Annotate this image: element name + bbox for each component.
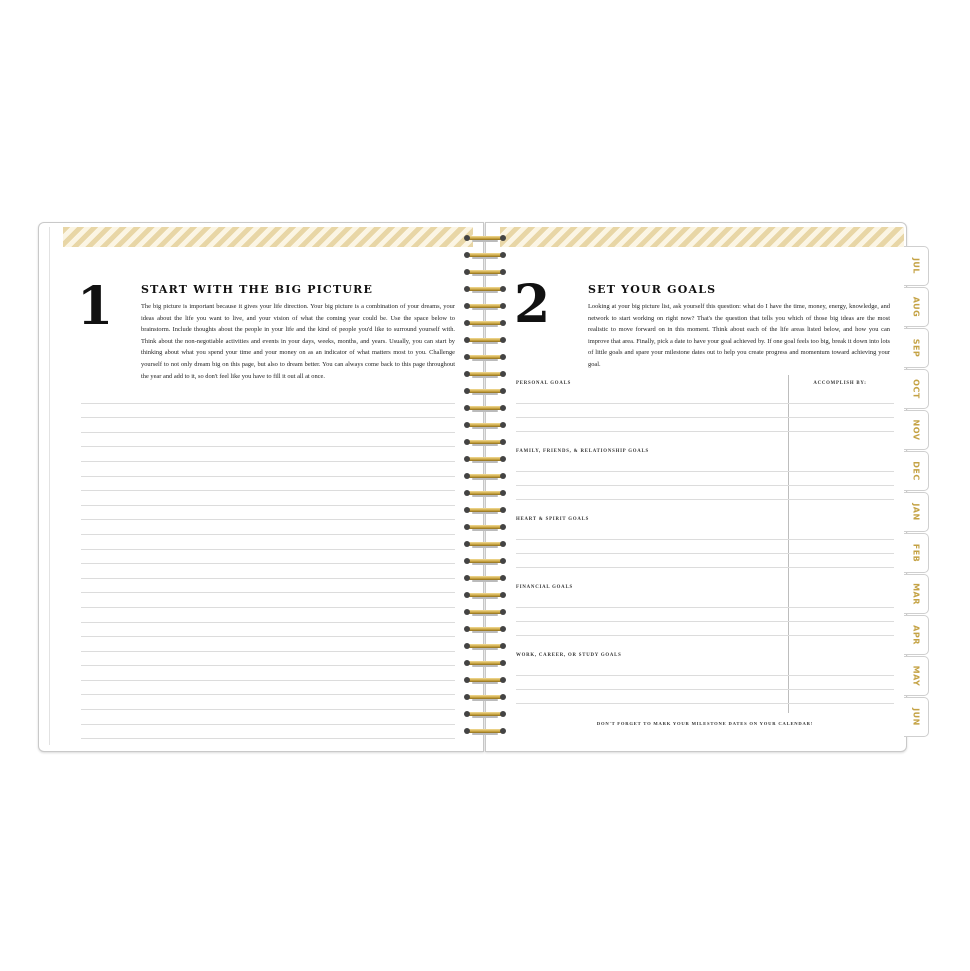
goal-line[interactable]	[516, 403, 894, 404]
spiral-coil	[466, 268, 504, 277]
spiral-coil	[466, 523, 504, 532]
goal-line[interactable]	[516, 539, 894, 540]
spiral-coil	[466, 353, 504, 362]
spiral-coil	[466, 727, 504, 736]
spiral-coil	[466, 472, 504, 481]
tab-may[interactable]	[904, 656, 929, 696]
goal-line[interactable]	[516, 485, 894, 486]
tab-label: APR	[911, 625, 921, 645]
goal-line[interactable]	[516, 471, 894, 472]
left-page-stripe-band	[63, 227, 473, 247]
spiral-coil	[466, 336, 504, 345]
tab-jan[interactable]	[904, 492, 929, 532]
right-page	[485, 222, 907, 752]
right-page-number: 2	[514, 274, 551, 335]
spiral-coil	[466, 285, 504, 294]
tab-label: NOV	[911, 419, 921, 441]
spiral-coil	[466, 421, 504, 430]
spiral-coil	[466, 302, 504, 311]
spiral-coil	[466, 387, 504, 396]
left-page-body: The big picture is important because it gives your life direction. Your big picture is a combination of your dreams, your ideas about the life you want to live, and your vision of what the coming year could be. Use the space below to brainstorm. Include thoughts about the people in your life and the kind of people you'd like to surround yourself with. Think about the non-negotiable activities and events in your days, weeks, months, and years. Usually, you can start by thinking about what you spend your time and your money on as an indicator of what matters most to you. Challenge yourself to not only dream big on this page, but also to dream better. You can always come back to this page throughout the year and add to it, so don't feel like you have to fill it out all at once.	[141, 303, 455, 380]
tab-label: JAN	[911, 503, 921, 521]
spiral-coil	[466, 506, 504, 515]
accomplish-by-label: ACCOMPLISH BY:	[813, 381, 867, 386]
tab-label: JUN	[911, 708, 921, 726]
section-label-financial: FINANCIAL GOALS	[516, 585, 573, 590]
right-page-heading: SET YOUR GOALS	[588, 283, 717, 296]
goal-line[interactable]	[516, 635, 894, 636]
spiral-coil	[466, 438, 504, 447]
tab-aug[interactable]	[904, 287, 929, 327]
tab-label: MAY	[911, 665, 921, 687]
spiral-coil	[466, 625, 504, 634]
spiral-coil	[466, 574, 504, 583]
goal-line[interactable]	[516, 431, 894, 432]
month-tabs	[904, 246, 932, 740]
spiral-coil	[466, 319, 504, 328]
section-label-personal: PERSONAL GOALS	[516, 381, 572, 386]
spiral-coil	[466, 676, 504, 685]
spiral-coil	[466, 404, 504, 413]
left-page-number: 1	[77, 276, 114, 337]
spiral-coil	[466, 557, 504, 566]
milestone-footer-note: DON'T FORGET TO MARK YOUR MILESTONE DATES ON YOUR CALENDAR!	[596, 721, 814, 726]
tab-label: SEP	[911, 338, 921, 358]
left-page	[38, 222, 484, 752]
spiral-coil	[466, 608, 504, 617]
goal-line[interactable]	[516, 567, 894, 568]
section-label-heart-spirit: HEART & SPIRIT GOALS	[516, 517, 590, 522]
goal-line[interactable]	[516, 703, 894, 704]
tab-sep[interactable]	[904, 328, 929, 368]
left-page-heading: START WITH THE BIG PICTURE	[141, 283, 374, 296]
tab-label: AUG	[911, 296, 921, 318]
spiral-coil	[466, 591, 504, 600]
goal-line[interactable]	[516, 499, 894, 500]
spiral-coil	[466, 455, 504, 464]
spiral-coil	[466, 370, 504, 379]
spiral-coil	[466, 234, 504, 243]
tab-label: JUL	[911, 257, 921, 275]
tab-mar[interactable]	[904, 574, 929, 614]
tab-nov[interactable]	[904, 410, 929, 450]
tab-apr[interactable]	[904, 615, 929, 655]
goal-line[interactable]	[516, 417, 894, 418]
tab-label: FEB	[911, 543, 921, 563]
spiral-coil	[466, 489, 504, 498]
right-page-stripe-band	[500, 227, 904, 247]
spiral-coil	[466, 251, 504, 260]
goal-line[interactable]	[516, 553, 894, 554]
spiral-coil	[466, 659, 504, 668]
tab-oct[interactable]	[904, 369, 929, 409]
tab-jun[interactable]	[904, 697, 929, 737]
right-page-body: Looking at your big picture list, ask yourself this question: what do I have the time, money, energy, knowledge, and network to start working on right now? That's the question that tells you which of those big ideas are the most realistic to move forward on in this moment. Think about each of the life areas listed below, and how you can improve that area. Finally, pick a date to have your goal achieved by. If one goal feels too big, break it down into lots of little goals and spare your milestone dates out to help you create progress and momentum toward achieving your goal.	[588, 303, 890, 368]
spiral-coil	[466, 693, 504, 702]
planner-spread	[38, 222, 932, 750]
tab-label: OCT	[911, 379, 921, 399]
tab-jul[interactable]	[904, 246, 929, 286]
section-label-family: FAMILY, FRIENDS, & RELATIONSHIP GOALS	[516, 449, 650, 454]
spiral-binding	[466, 234, 506, 740]
tab-feb[interactable]	[904, 533, 929, 573]
accomplish-divider	[788, 375, 789, 713]
section-label-work: WORK, CAREER, OR STUDY GOALS	[516, 653, 622, 658]
tab-label: MAR	[911, 583, 921, 605]
goal-line[interactable]	[516, 607, 894, 608]
goal-line[interactable]	[516, 689, 894, 690]
spiral-coil	[466, 710, 504, 719]
tab-label: DEC	[911, 461, 921, 481]
left-page-writing-lines[interactable]	[81, 389, 455, 739]
spiral-coil	[466, 642, 504, 651]
tab-dec[interactable]	[904, 451, 929, 491]
goal-line[interactable]	[516, 675, 894, 676]
goal-line[interactable]	[516, 621, 894, 622]
spiral-coil	[466, 540, 504, 549]
